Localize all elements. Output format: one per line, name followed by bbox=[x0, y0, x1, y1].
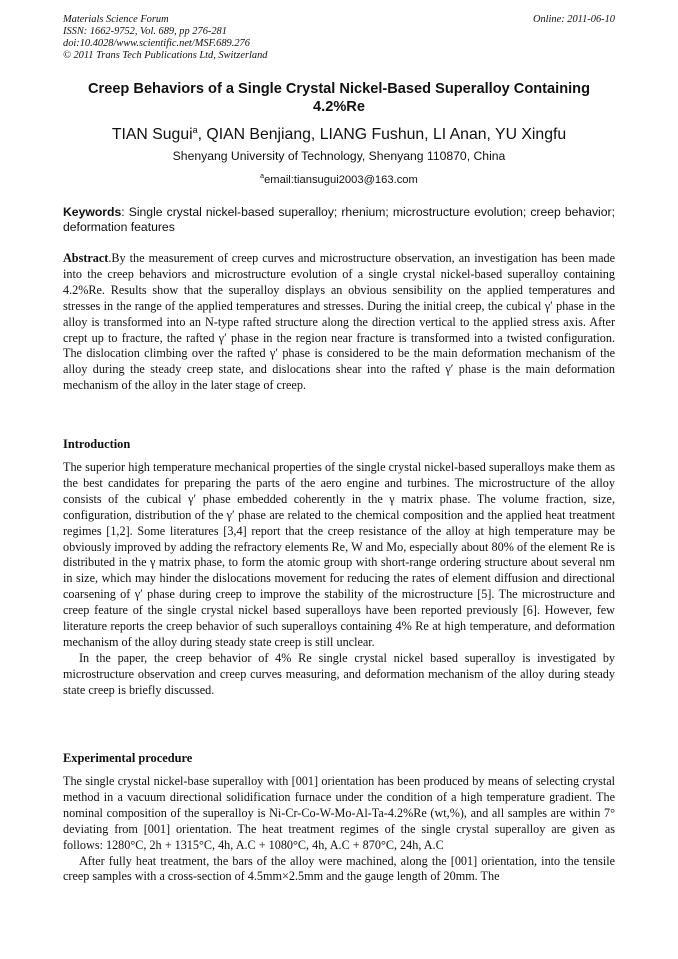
journal-name: Materials Science Forum bbox=[63, 14, 169, 25]
email-affil-mark: a bbox=[260, 173, 265, 180]
paper-title: Creep Behaviors of a Single Crystal Nickel-Based Superalloy Containing 4.2%Re bbox=[87, 81, 590, 115]
author-list bbox=[63, 121, 615, 144]
keywords-label: Keywords bbox=[63, 205, 122, 219]
author-affil-mark: a bbox=[192, 125, 198, 135]
experimental-body bbox=[63, 774, 615, 885]
introduction-paragraph-1: The superior high temperature mechanical properties of the single crystal nickel-based superalloys make them as the best candidates for preparing the parts of the aero engine and turbines. The microstructure of the alloy consists of the cubical γ′ phase embedded coherently in the γ matrix phase. The volume fraction, size, configuration, distribution of the γ′ phase are related to the chemical composition and the applied heat treatment regimes [1,2]. Some literatures [3,4] report that the creep resistance of the alloy at high temperature may be obviously improved by adding the refractory elements Re, W and Mo, especially about 80% of the element Re is distributed in the γ matrix phase, to form the atomic group with short-range ordering structure about several nm in size, which may hinder the dislocations movement for reducing the rates of element diffusion and directional coarsening of γ′ phase during creep to improve the stability of the microstructure [5]. The microstructure and creep feature of the single crystal nickel based superalloys have been reported previously [6]. However, few literature reports the creep behavior of such superalloys containing 4% Re at high temperature, and deformation mechanism of the alloy during steady state creep is still unclear. bbox=[63, 460, 615, 649]
experimental-paragraph-1: The single crystal nickel-base superalloy with [001] orientation has been produced by means of selecting crystal method in a vacuum directional solidification furnace under the condition of a high temperature gradient. The nominal composition of the superalloy is Ni-Cr-Co-W-Mo-Al-Ta-4.2%Re (wt,%), and all samples are within 7° deviating from [001] orientation. The heat treatment regimes of the single crystal superalloy are given as follows: 1280°C, 2h + 1315°C, 4h, A.C + 1080°C, 4h, A.C + 870°C, 24h, A.C bbox=[63, 774, 615, 852]
experimental-paragraph-2: After fully heat treatment, the bars of the alloy were machined, along the [001] orientation, into the tensile creep samples with a cross-section of 4.5mm×2.5mm and the gauge length of 20mm. The bbox=[63, 853, 615, 884]
keywords-text: : Single crystal nickel-based superalloy; rhenium; microstructure evolution; creep behavior; deformation features bbox=[63, 205, 615, 234]
doi-line[interactable]: doi:10.4028/www.scientific.net/MSF.689.276 bbox=[63, 38, 250, 49]
abstract-text: .By the measurement of creep curves and microstructure observation, an investigation has been made into the creep behaviors and microstructure evolution of a single crystal nickel-based superalloy containing 4.2%Re. Results show that the superalloy displays an obvious sensibility on the applied temperatures and stresses in the range of the applied temperatures and stresses. During the initial creep, the cubical γ′ phase in the alloy is transformed into an N-type rafted structure along the direction vertical to the applied stress axis. After crept up to fracture, the rafted γ′ phase in the region near fracture is transformed into a twisted configuration. The dislocation climbing over the rafted γ′ phase is considered to be the main deformation mechanism of the alloy during the steady creep state, and dislocations shear into the rafted γ′ phase is the main deformation mechanism of the alloy in the later stage of creep. bbox=[63, 251, 615, 393]
issn-line: ISSN: 1662-9752, Vol. 689, pp 276-281 bbox=[63, 26, 227, 37]
copyright-line: © 2011 Trans Tech Publications Ltd, Switzerland bbox=[63, 50, 268, 61]
introduction-heading: Introduction bbox=[63, 437, 131, 451]
email-address[interactable]: email:tiansugui2003@163.com bbox=[264, 174, 418, 186]
abstract-label: Abstract bbox=[63, 251, 109, 265]
other-authors: , QIAN Benjiang, LIANG Fushun, LI Anan, YU Xingfu bbox=[197, 126, 567, 143]
introduction-paragraph-2: In the paper, the creep behavior of 4% Re single crystal nickel based superalloy is investigated by microstructure observation and creep curves measuring, and deformation mechanism of the alloy during steady state creep is briefly discussed. bbox=[63, 650, 615, 697]
first-author: TIAN Sugui bbox=[111, 126, 193, 143]
online-date: Online: 2011-06-10 bbox=[532, 14, 615, 25]
keywords-block bbox=[63, 205, 615, 235]
email-line bbox=[63, 170, 615, 187]
introduction-body bbox=[63, 460, 615, 699]
affiliation: Shenyang University of Technology, Shenyang 110870, China bbox=[172, 149, 506, 163]
journal-header bbox=[63, 14, 267, 62]
experimental-heading: Experimental procedure bbox=[63, 751, 193, 765]
abstract-block bbox=[63, 251, 615, 394]
